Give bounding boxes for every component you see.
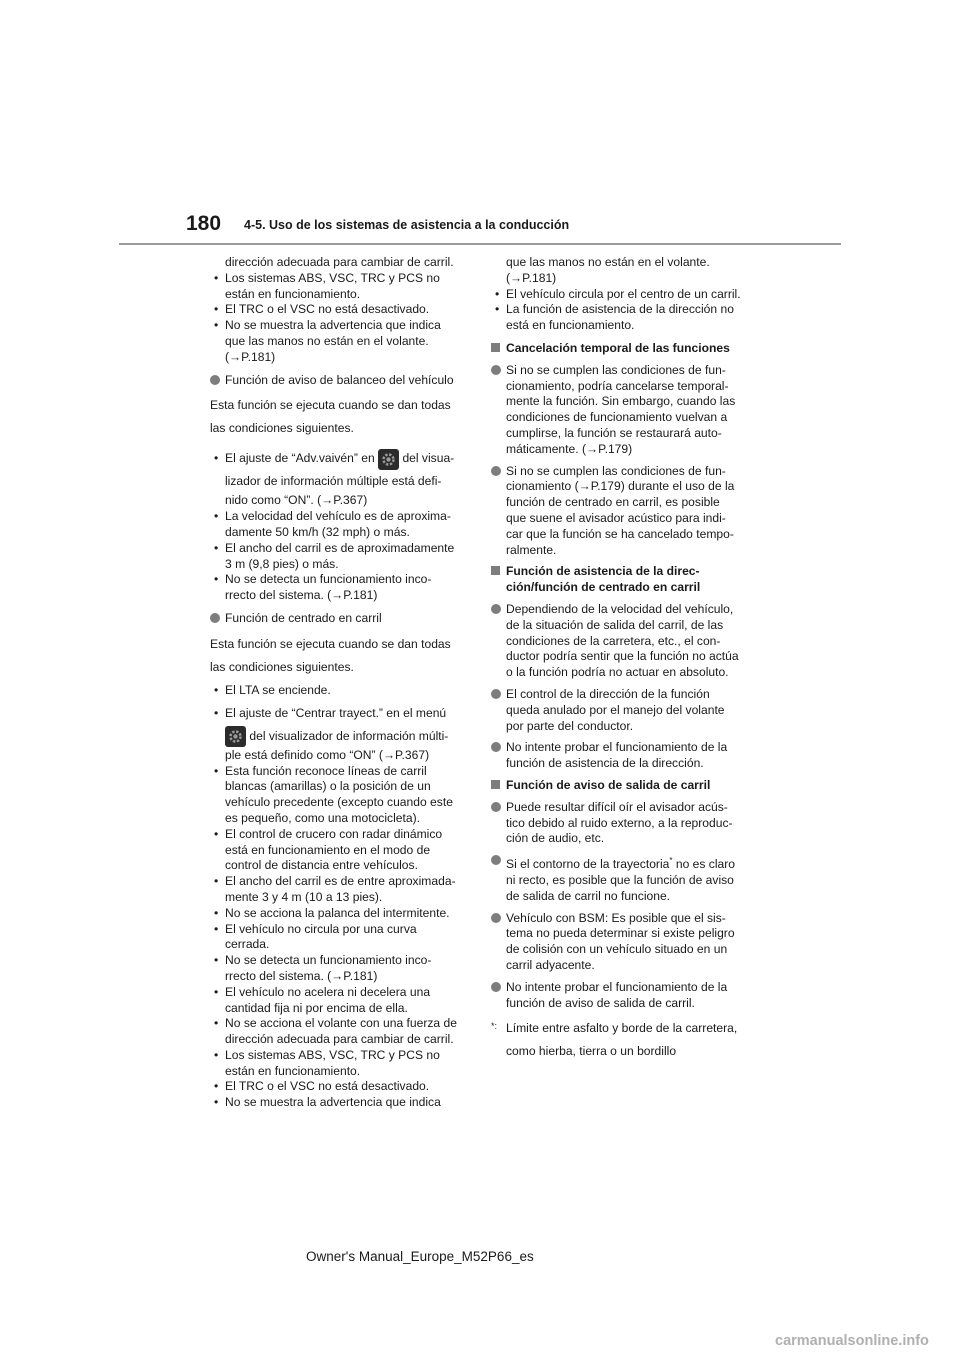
circle-bullet-icon: [491, 802, 501, 812]
circle-bullet-icon: [491, 742, 501, 752]
list-item: • El TRC o el VSC no está desactivado.: [214, 1079, 430, 1094]
list-item: • Los sistemas ABS, VSC, TRC y PCS no están en funcionamiento.: [214, 1047, 440, 1078]
subsection-heading: Función de aviso de balanceo del vehículo: [210, 373, 460, 389]
list-item: • La función de asistencia de la dirección no está en funcionamiento.: [495, 302, 734, 333]
paragraph: Esta función se ejecuta cuando se dan todas: [210, 636, 451, 651]
paragraph: las condiciones siguientes.: [210, 659, 354, 674]
watermark: carmanualsonline.info: [775, 1333, 929, 1349]
list-item: • El ancho del carril es de entre aproximada- mente 3 y 4 m (10 a 13 pies).: [214, 874, 456, 904]
list-item-continued: ple está definido como “ON” (→P.367): [225, 747, 430, 762]
list-item: • No se muestra la advertencia que indica: [214, 1095, 441, 1110]
note-item: No intente probar el funcionamiento de la función de asistencia de la dirección.: [491, 740, 741, 772]
list-item: • El ancho del carril es de aproximadamente 3 m (9,8 pies) o más.: [214, 540, 455, 571]
list-item: • El LTA se enciende.: [214, 682, 331, 697]
list-item: • Esta función reconoce líneas de carril blancas (amarillas) o la posición de un vehículo precedente (excepto cuando este es pequeño, como una motocicleta).: [214, 763, 453, 825]
paragraph: las condiciones siguientes.: [210, 421, 354, 436]
list-item-continued: nido como “ON”. (→P.367): [225, 493, 368, 508]
list-item: • No se acciona la palanca del intermitente.: [214, 905, 450, 920]
list-item: • La velocidad del vehículo es de aproxima- damente 50 km/h (32 mph) o más.: [214, 509, 451, 539]
circle-bullet-icon: [491, 365, 501, 375]
circle-bullet-icon: [210, 375, 220, 385]
footnote-continued: como hierba, tierra o un bordillo: [506, 1044, 677, 1059]
subsection-heading: Función de centrado en carril: [210, 611, 460, 627]
list-item: • El ajuste de “Centrar trayect.” en el menú: [214, 705, 447, 720]
circle-bullet-icon: [210, 613, 220, 623]
circle-bullet-icon: [491, 689, 501, 699]
footnote-marker: *: [669, 856, 673, 866]
section-title: 4-5. Uso de los sistemas de asistencia a la conducción: [244, 218, 570, 232]
note-item: Dependiendo de la velocidad del vehículo, de la situación de salida del carril, de las condiciones de la carretera, etc., el con- ductor podría sentir que la función no actúa o la función podría no actuar en absoluto.: [491, 602, 741, 681]
left-column: [210, 255, 460, 1111]
list-item: • No se detecta un funcionamiento inco- rrecto del sistema. (→P.181): [214, 572, 432, 603]
header-divider: [119, 243, 841, 245]
square-bullet-icon: [491, 566, 500, 575]
note-item: El control de la dirección de la función queda anulado por el manejo del volante por parte del conductor.: [491, 687, 741, 734]
manual-identifier: Owner's Manual_Europe_M52P66_es: [306, 1249, 534, 1264]
list-item-continued: lizador de información múltiple está defi-: [225, 474, 442, 489]
circle-bullet-icon: [491, 913, 501, 923]
page-number: 180: [186, 212, 222, 235]
list-item: • No se detecta un funcionamiento inco- rrecto del sistema. (→P.181): [214, 953, 432, 983]
note-item: Puede resultar difícil oír el avisador acús- tico debido al ruido externo, a la reproduc- ción de audio, etc.: [491, 800, 741, 847]
list-item: • El vehículo no acelera ni decelera una cantidad fija ni por encima de ella.: [214, 984, 431, 1015]
circle-bullet-icon: [491, 466, 501, 476]
right-column: [491, 255, 741, 1063]
paragraph: Esta función se ejecuta cuando se dan todas: [210, 398, 451, 413]
section-heading: Función de asistencia de la direc- ción/función de centrado en carril: [491, 564, 741, 596]
note-item: Si el contorno de la trayectoria* no es claro ni recto, es posible que la función de aviso de salida de carril no funcione.: [491, 853, 741, 904]
list-item: • Los sistemas ABS, VSC, TRC y PCS no están en funcionamiento.: [214, 270, 440, 301]
square-bullet-icon: [491, 780, 500, 789]
list-item: • El vehículo no circula por una curva cerrada.: [214, 921, 417, 952]
gear-icon: [378, 449, 399, 470]
circle-bullet-icon: [491, 855, 501, 865]
list-item: • No se acciona el volante con una fuerza de dirección adecuada para cambiar de carril.: [214, 1016, 457, 1047]
list-item: • El control de crucero con radar dinámico está en funcionamiento en el modo de control de distancia entre vehículos.: [214, 826, 443, 873]
section-heading: Función de aviso de salida de carril: [491, 778, 741, 794]
circle-bullet-icon: [491, 982, 501, 992]
gear-icon: [225, 726, 246, 747]
section-heading: Cancelación temporal de las funciones: [491, 341, 741, 357]
note-item: Si no se cumplen las condiciones de fun- cionamiento (→P.179) durante el uso de la función de centrado en carril, es posible que suene el avisador acústico para indi- car que la función se ha cancelado tempo- ralmente.: [491, 464, 741, 559]
note-item: Si no se cumplen las condiciones de fun- cionamiento, podría cancelarse temporal- mente la función. Sin embargo, cuando las condiciones de funcionamiento vuelvan a cumplirse, la función se restaurará auto- máticamente. (→P.179): [491, 363, 741, 458]
square-bullet-icon: [491, 343, 500, 352]
list-item: • El vehículo circula por el centro de un carril.: [495, 286, 741, 301]
list-item: • No se muestra la advertencia que indica que las manos no están en el volante. (→P.181): [214, 318, 441, 364]
circle-bullet-icon: [491, 604, 501, 614]
continued-text: que las manos no están en el volante. (→P.181): [506, 255, 710, 285]
footnote: *: Límite entre asfalto y borde de la carretera,: [491, 1017, 741, 1040]
list-item: • El TRC o el VSC no está desactivado.: [214, 302, 430, 317]
continued-text: dirección adecuada para cambiar de carril.: [225, 255, 454, 269]
note-item: Vehículo con BSM: Es posible que el sis- tema no pueda determinar si existe peligro de colisión con un vehículo situado en un carril adyacente.: [491, 911, 741, 974]
list-item-continued: del visualizador de información múlti-: [210, 725, 460, 748]
footnote-marker: *:: [491, 1021, 498, 1032]
note-item: No intente probar el funcionamiento de la función de aviso de salida de carril.: [491, 980, 741, 1012]
list-item: • El ajuste de “Adv.vaivén” en del visua-: [210, 447, 460, 470]
